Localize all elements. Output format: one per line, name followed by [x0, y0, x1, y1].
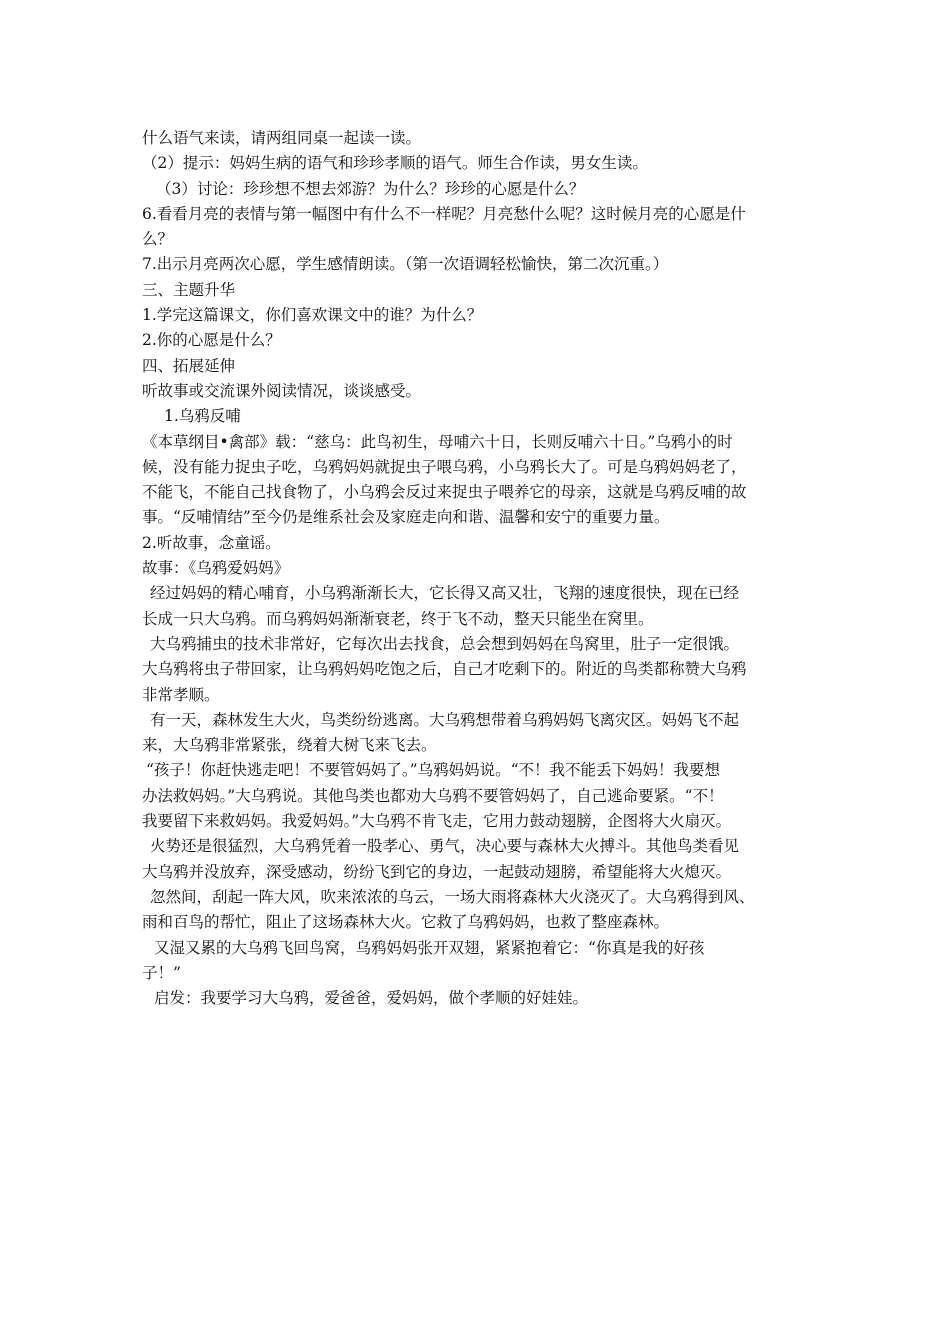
text-line: 非常孝顺。: [142, 685, 220, 704]
text-line: 7.出示月亮两次心愿，学生感情朗读。（第一次语调轻松愉快，第二次沉重。）: [142, 255, 669, 274]
text-line: 听故事或交流课外阅读情况，谈谈感受。: [142, 381, 422, 400]
text-line: 有一天，森林发生大火，鸟类纷纷逃离。大乌鸦想带着乌鸦妈妈飞离灾区。妈妈飞不起: [150, 710, 740, 729]
text-line: 大乌鸦并没放弃，深受感动，纷纷飞到它的身边，一起鼓动翅膀，希望能将大火熄灭。: [142, 862, 732, 881]
text-line: 故事：《乌鸦爱妈妈》: [142, 559, 290, 578]
text-line: 2.听故事，念童谣。: [142, 533, 281, 552]
text-line: 什么语气来读，请两组同桌一起读一读。: [142, 129, 422, 147]
text-line: 事。“反哺情结”至今仍是维系社会及家庭走向和谐、温馨和安宁的重要力量。: [142, 508, 670, 527]
text-line: 大乌鸦捕虫的技术非常好，它每次出去找食，总会想到妈妈在鸟窝里，肚子一定很饿。: [150, 634, 740, 653]
text-line: 又湿又累的大乌鸦飞回鸟窝，乌鸦妈妈张开双翅，紧紧抱着它：“你真是我的好孩: [154, 938, 705, 957]
text-line: 我要留下来救妈妈。我爱妈妈。”大乌鸦不肯飞走，它用力鼓动翅膀，企图将大火扇灭。: [142, 812, 732, 831]
text-line: 经过妈妈的精心哺育，小乌鸦渐渐长大，它长得又高又壮，飞翔的速度很快，现在已经: [150, 584, 740, 603]
text-line: 不能飞，不能自己找食物了，小乌鸦会反过来捉虫子喂养它的母亲，这就是乌鸦反哺的故: [142, 483, 747, 502]
text-line: 雨和百鸟的帮忙，阻止了这场森林大火。它救了乌鸦妈妈，也救了整座森林。: [142, 913, 670, 932]
text-line: 忽然间，刮起一阵大风，吹来浓浓的乌云，一场大雨将森林大火浇灭了。大乌鸦得到风、: [150, 887, 755, 906]
text-line: 1.乌鸦反哺: [164, 407, 241, 426]
text-line: “孩子！你赶快逃走吧！不要管妈妈了。”乌鸦妈妈说。“不！我不能丢下妈妈！我要想: [146, 761, 721, 780]
text-line: 6.看看月亮的表情与第一幅图中有什么不一样呢？月亮愁什么呢？这时候月亮的心愿是什: [142, 204, 746, 223]
text-line: 2.你的心愿是什么？: [142, 331, 281, 350]
text-line: 火势还是很猛烈，大乌鸦凭着一股孝心、勇气，决心要与森林大火搏斗。其他鸟类看见: [150, 837, 740, 856]
text-line: 《本草纲目•禽部》载：“慈乌：此鸟初生，母哺六十日，长则反哺六十日。”乌鸦小的时: [142, 432, 733, 451]
text-line: （2）提示：妈妈生病的语气和珍珍孝顺的语气。师生合作读，男女生读。: [142, 154, 648, 173]
document-body: [142, 126, 814, 1011]
text-line: 子！”: [142, 963, 181, 982]
text-line: 办法救妈妈。”大乌鸦说。其他鸟类也都劝大乌鸦不要管妈妈了，自己逃命要紧。“不！: [142, 786, 724, 805]
text-line: 大乌鸦将虫子带回家，让乌鸦妈妈吃饱之后，自己才吃剩下的。附近的鸟类都称赞大乌鸦: [142, 660, 747, 679]
text-line: 么？: [142, 230, 174, 249]
text-line: 长成一只大乌鸦。而乌鸦妈妈渐渐衰老，终于飞不动，整天只能坐在窝里。: [142, 609, 654, 628]
text-line: 四、拓展延伸: [142, 356, 236, 375]
text-line: 来，大乌鸦非常紧张，绕着大树飞来飞去。: [142, 736, 437, 755]
text-line: 1.学完这篇课文，你们喜欢课文中的谁？为什么？: [142, 306, 483, 325]
text-line: 三、主题升华: [142, 280, 236, 299]
text-line: 启发：我要学习大乌鸦，爱爸爸，爱妈妈，做个孝顺的好娃娃。: [154, 989, 589, 1008]
text-line: （3）讨论：珍珍想不想去郊游？为什么？珍珍的心愿是什么？: [156, 179, 585, 198]
text-line: 候，没有能力捉虫子吃，乌鸦妈妈就捉虫子喂乌鸦，小乌鸦长大了。可是乌鸦妈妈老了，: [142, 457, 747, 476]
